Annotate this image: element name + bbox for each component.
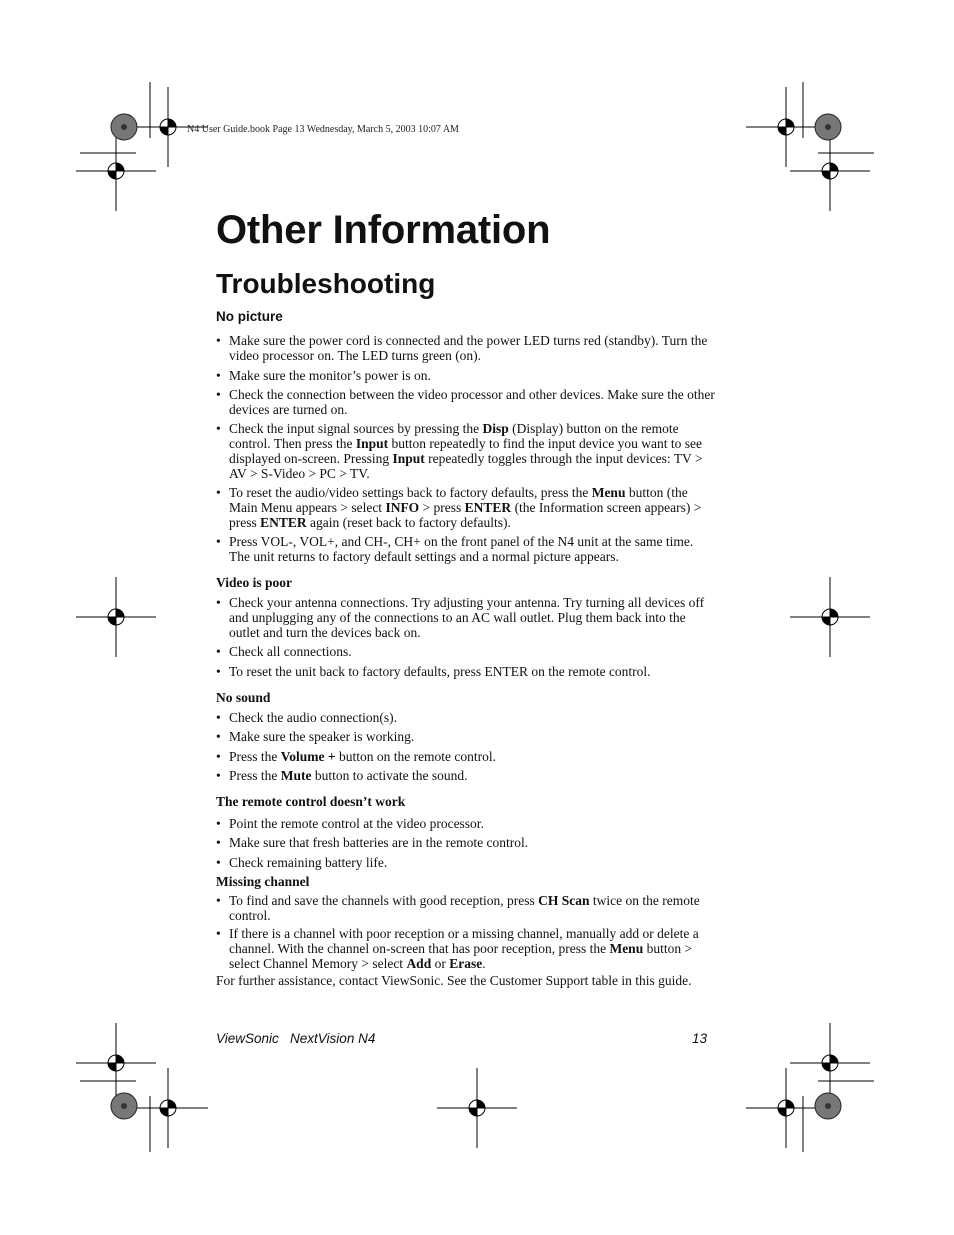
subsection-heading-missing-channel: Missing channel [216,874,310,889]
list-item: • Press VOL-, VOL+, and CH-, CH+ on the front panel of the N4 unit at the same time. The unit returns to factory default settings and a normal picture appears. [216,534,694,564]
list-item: • If there is a channel with poor reception or a missing channel, manually add or delete a channel. With the channel on-screen that has poor reception, press the Menu button > select Channel Memory > select Add or Erase. [216,926,699,971]
footer-product: ViewSonic NextVision N4 [216,1031,376,1046]
list-item: • Check the connection between the video processor and other devices. Make sure the other devices are turned on. [216,387,715,417]
list-item: • Make sure that fresh batteries are in the remote control. [216,835,529,850]
list-item: • To reset the unit back to factory defaults, press ENTER on the remote control. [216,664,651,679]
print-header: N4 User Guide.book Page 13 Wednesday, March 5, 2003 10:07 AM [187,124,459,135]
subsection-heading-remote-control: The remote control doesn’t work [216,794,406,809]
page-title: Other Information [216,208,551,252]
section-title: Troubleshooting [216,268,436,299]
list-item: • Check the input signal sources by pressing the Disp (Display) button on the remote control. Then press the Input button repeatedly to find the input device you want to see displayed on-screen. Pressing Input repeatedly toggles through the input devices: TV > AV > S-Video > PC > TV. [216,421,703,481]
list-item: • Make sure the monitor’s power is on. [216,368,431,383]
closing-paragraph: For further assistance, contact ViewSonic. See the Customer Support table in this guide. [216,973,692,988]
list-item: • Check remaining battery life. [216,855,388,870]
list-item: • Make sure the speaker is working. [216,729,415,744]
list-item: • Make sure the power cord is connected and the power LED turns red (standby). Turn the video processor on. The LED turns green (on). [216,333,708,363]
list-item: • To find and save the channels with good reception, press CH Scan twice on the remote control. [216,893,700,923]
subsection-heading-no-picture: No picture [216,309,283,324]
subsection-heading-no-sound: No sound [216,690,271,705]
list-item: • Press the Volume + button on the remote control. [216,749,497,764]
list-item: • Check your antenna connections. Try adjusting your antenna. Try turning all devices off and unplugging any of the connections to an AC wall outlet. Plug them back into the outlet and turn the devices back on. [216,595,705,640]
list-item: • Check all connections. [216,644,352,659]
list-item: • To reset the audio/video settings back to factory defaults, press the Menu button (the Main Menu appears > select INFO > press ENTER (the Information screen appears) > press ENTER again (reset back to factory defaults). [216,485,702,530]
list-item: • Press the Mute button to activate the sound. [216,768,468,783]
list-item: • Check the audio connection(s). [216,710,397,725]
subsection-heading-video-is-poor: Video is poor [216,575,293,590]
list-item: • Point the remote control at the video processor. [216,816,484,831]
page-number: 13 [692,1031,708,1046]
